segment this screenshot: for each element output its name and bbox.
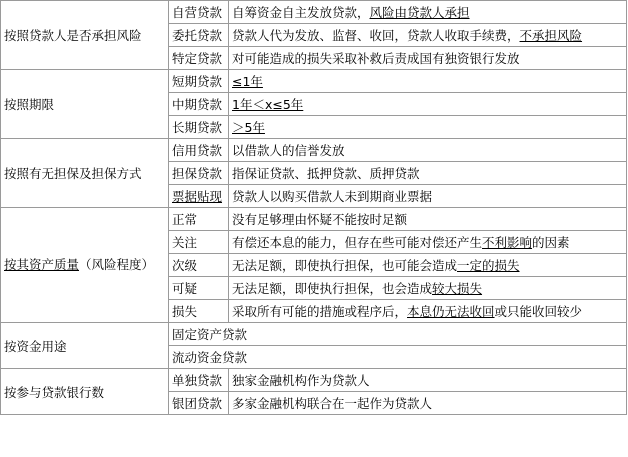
- description-text: 不利影响: [482, 235, 533, 250]
- loan-type-cell: 关注: [169, 231, 229, 254]
- description-text: ≤1年: [232, 74, 263, 89]
- description-cell: [229, 93, 627, 116]
- description-text: 没有足够理由怀疑不能按时足额: [232, 212, 408, 227]
- loan-type-cell: 可疑: [169, 277, 229, 300]
- description-text: 采取所有可能的措施或程序后，: [232, 304, 408, 319]
- category-cell: 按照有无担保及担保方式: [1, 139, 169, 208]
- category-text: 按其资产质量: [4, 257, 80, 272]
- description-cell: [229, 254, 627, 277]
- description-text: 有偿还本息的能力，但存在些可能对偿还产生: [232, 235, 483, 250]
- description-text: 较大损失: [432, 281, 483, 296]
- loan-type-cell: 中期贷款: [169, 93, 229, 116]
- description-text: 自筹资金自主发放贷款，: [232, 5, 370, 20]
- category-cell: 按照期限: [1, 70, 169, 139]
- description-text: 贷款人以购买借款人未到期商业票据: [232, 189, 433, 204]
- description-cell: [229, 392, 627, 415]
- loan-type-cell: 长期贷款: [169, 116, 229, 139]
- description-cell: [229, 277, 627, 300]
- loan-type-cell: 自营贷款: [169, 1, 229, 24]
- description-text: 对可能造成的损失采取补救后责成国有独资银行发放: [232, 51, 520, 66]
- loan-type-cell: 委托贷款: [169, 24, 229, 47]
- description-cell: [229, 208, 627, 231]
- table-row: [1, 369, 627, 392]
- loan-type-cell: 担保贷款: [169, 162, 229, 185]
- category-cell: 按资金用途: [1, 323, 169, 369]
- description-cell: [229, 185, 627, 208]
- description-cell: [229, 47, 627, 70]
- category-cell: 按参与贷款银行数: [1, 369, 169, 415]
- loan-type-cell: 短期贷款: [169, 70, 229, 93]
- description-cell: [229, 116, 627, 139]
- description-cell: [229, 1, 627, 24]
- category-text: （风险程度）: [79, 257, 155, 272]
- loan-type-cell: 特定贷款: [169, 47, 229, 70]
- loan-type-cell: 流动资金贷款: [169, 346, 627, 369]
- description-text: 贷款人代为发放、监督、收回，贷款人收取手续费，: [232, 28, 520, 43]
- description-text: 无法足额，即使执行担保，也会造成: [232, 281, 433, 296]
- category-cell: 按照贷款人是否承担风险: [1, 1, 169, 70]
- loan-type-text: 票据贴现: [172, 189, 223, 204]
- loan-type-cell: 固定资产贷款: [169, 323, 627, 346]
- description-cell: [229, 162, 627, 185]
- loan-type-cell: 单独贷款: [169, 369, 229, 392]
- description-text: 或只能收回较少: [494, 304, 583, 319]
- loan-type-cell: 信用贷款: [169, 139, 229, 162]
- table-row: [1, 70, 627, 93]
- description-cell: [229, 24, 627, 47]
- description-text: 不承担风险: [519, 28, 583, 43]
- description-cell: [229, 139, 627, 162]
- description-text: 独家金融机构作为贷款人: [232, 373, 370, 388]
- description-text: 无法足额，即使执行担保，也可能会造成: [232, 258, 458, 273]
- description-text: 风险由贷款人承担: [369, 5, 470, 20]
- description-text: 1年＜x≤5年: [232, 97, 304, 112]
- description-text: 的因素: [532, 235, 570, 250]
- description-text: ＞5年: [232, 120, 265, 135]
- table-row: [1, 1, 627, 24]
- description-cell: [229, 70, 627, 93]
- description-cell: [229, 231, 627, 254]
- category-cell: [1, 208, 169, 323]
- loan-type-cell: 正常: [169, 208, 229, 231]
- description-text: 以借款人的信誉发放: [232, 143, 345, 158]
- description-text: 多家金融机构联合在一起作为贷款人: [232, 396, 433, 411]
- table-row: [1, 139, 627, 162]
- description-text: 本息仍无法收回: [407, 304, 495, 319]
- table-row: [1, 323, 627, 346]
- description-text: 一定的损失: [457, 258, 520, 273]
- loan-type-cell: [169, 185, 229, 208]
- loan-type-cell: 银团贷款: [169, 392, 229, 415]
- description-cell: [229, 300, 627, 323]
- loan-type-cell: 损失: [169, 300, 229, 323]
- description-text: 指保证贷款、抵押贷款、质押贷款: [232, 166, 420, 181]
- description-cell: [229, 369, 627, 392]
- table-body: [1, 1, 627, 415]
- table-row: [1, 208, 627, 231]
- loan-type-cell: 次级: [169, 254, 229, 277]
